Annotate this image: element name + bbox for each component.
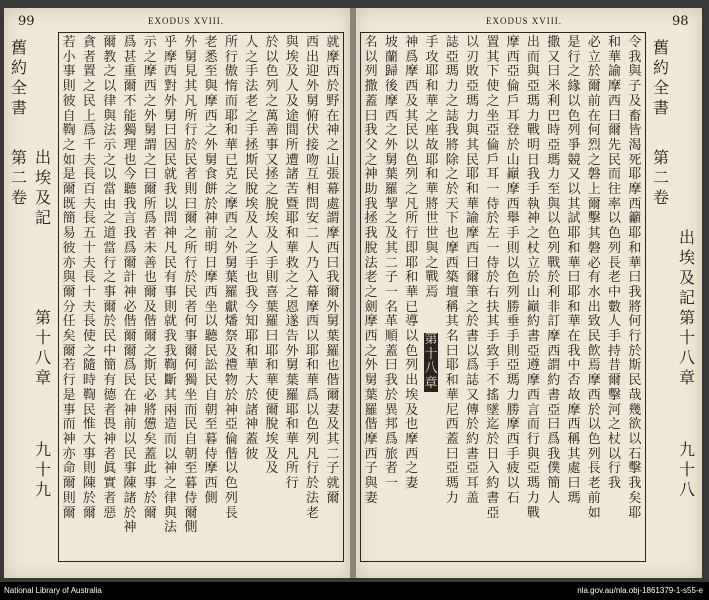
text-column: 是行之緣以色列爭競又以其試耶和華曰耶和華在我中否故摩西稱其處曰瑪	[567, 35, 581, 506]
text-column: 坡蘭歸後摩西之外舅葉羅挈之及其二子一名革順蓋曰我於異邦爲旅者一	[384, 35, 398, 492]
text-column: 所行傲惰而耶和華已克之摩西之外舅葉羅獻燔祭及禮物於神亞倫偕以色列長	[224, 35, 238, 521]
right-page-cn: 九十八	[678, 440, 695, 499]
right-volume: 第二卷	[652, 148, 669, 207]
text-column: 出而與亞瑪力戰明日我手執神之杖立於山巓約書亞遵摩西言而行與亞瑪力戰	[526, 35, 540, 521]
text-column: 老悉至與摩西之外舅食餅於神前明日摩西坐以聽民訟民自朝至暮侍摩西側	[204, 35, 218, 506]
text-column: 撒又曰米利巴時亞瑪力至與以色列戰於利非訂摩西謂約書亞曰爲我僕簡人	[547, 35, 561, 506]
footer-library: National Library of Australia	[4, 586, 102, 595]
text-column: 神爲摩西及其民以色列之凡所行即耶和華已導以色列出埃及也摩西之妻	[405, 35, 419, 492]
text-column: 爾教之以律與法示之以當由之道當行之事爾於民中簡有德者畏神者眞實者惡	[103, 35, 117, 521]
left-running-head: EXODUS XVIII.	[148, 16, 224, 26]
text-column: 誌亞瑪力之誌我將除之於天下也摩西築壇稱其名曰耶和華尼西蓋曰亞瑪力	[445, 35, 459, 506]
text-column: 令我與子及畜皆渴死耶摩西籲耶和華曰我將何行於斯民哉幾欲以石擊我矣耶	[628, 35, 642, 521]
text-column: 人之手法老之手拯斯民脫埃及人之手也我今知耶和華大於諸神蓋彼	[245, 35, 259, 462]
left-text-frame	[58, 32, 344, 562]
text-column: 於以色列之萬善事又拯之脫埃及人手則喜葉羅曰耶和華使爾脫埃及及	[265, 35, 279, 477]
text-column: 西出迎外舅俯伏接吻互相問安二人乃入幕摩西以耶和華爲以色列凡行於法老	[306, 35, 320, 521]
right-running-head: EXODUS XVIII.	[486, 16, 562, 26]
text-column: 與埃及人及途間所遭諸苦暨耶和華救之之恩遂告外舅葉羅耶和華凡所行	[285, 35, 299, 492]
left-page-number: 99	[18, 14, 35, 29]
text-column: 貪者置之民上爲千夫長百夫長五十夫長十夫長使之隨時鞫民惟大事則陳於爾	[82, 35, 96, 521]
text-column: 若小事則彼自鞫之如是爾既簡易彼亦與爾分任矣爾若行是事而神亦命爾則爾	[62, 35, 76, 521]
right-chapter-label: 第十八章	[678, 308, 695, 387]
text-column: 就摩西於野在神之山張幕處謂摩西曰我爾外舅葉羅也偕爾妻及其二子就爾	[326, 35, 340, 506]
left-book-title: 舊約全書	[10, 38, 27, 117]
chapter-marker: 第十八章	[424, 332, 438, 392]
text-column: 置其下使之坐亞倫戶耳一侍於左一侍於右扶其手致手不搖墜迄於日入約書亞	[486, 35, 500, 521]
left-book-name: 出埃及記	[34, 148, 51, 227]
left-page-cn: 九十九	[34, 440, 51, 499]
left-volume: 第二卷	[10, 148, 27, 207]
right-book-title: 舊約全書	[652, 38, 669, 117]
text-column: 和華諭摩西曰爾先民而往率以色列長老中數人手持昔爾擊河之杖以行我	[608, 35, 622, 492]
text-column: 以刃敗亞瑪力與其民耶和華諭摩西曰爾筆之於書以爲誌又傳於約書亞耳盖	[466, 35, 480, 506]
footer-bar	[0, 582, 709, 600]
text-column: 爲甚重爾不能獨理也今聽我言我爲爾計神必偕爾爾爲民在神前以民事陳諸於神	[123, 35, 137, 536]
text-column: 示之摩西之外舅謂之曰爾所爲者未善也爾及偕爾之斯民必將憊矣蓋此事於爾	[143, 35, 157, 521]
right-page	[356, 8, 702, 578]
right-page-number: 98	[672, 14, 689, 29]
left-page	[4, 8, 350, 578]
text-column: 必立於爾前在何烈之磐上爾擊其磐必有水出致民飲焉摩西於以色列長老前如	[587, 35, 601, 521]
footer-identifier: nla.gov.au/nla.obj-1861379-1-s55-e	[577, 586, 703, 595]
text-column: 摩西亞倫戶耳登於山巓摩西舉手則以色列勝垂手則亞瑪力勝摩西手疲以石	[506, 35, 520, 506]
right-text-frame	[360, 32, 646, 562]
right-book-name: 出埃及記	[678, 228, 695, 307]
text-column: 外舅見其凡所行於民者則曰爾之所行於民者何事爾何獨坐而民自朝至暮侍爾側	[184, 35, 198, 536]
left-chapter-label: 第十八章	[34, 308, 51, 387]
text-column: 手攻耶和華之座故耶和華將世世與之戰焉	[425, 35, 439, 300]
text-column: 名以列撒蓋曰我父之神助我拯我脫法老之劍摩西之外舅葉羅偕摩西子與妻	[364, 35, 378, 506]
text-column: 乎摩西對外舅曰因民就我以問神凡民有事則就我我鞫斷其兩造而以神之律與法	[164, 35, 178, 536]
